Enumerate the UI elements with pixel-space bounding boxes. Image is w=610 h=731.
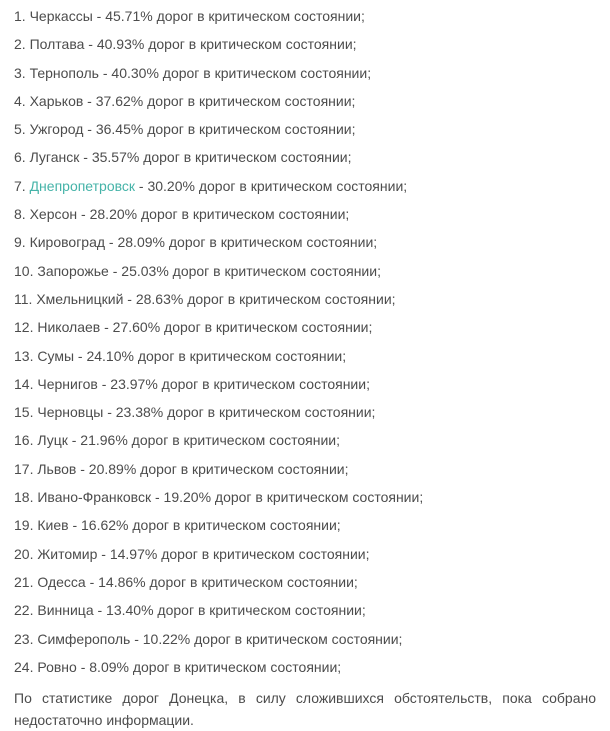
item-number: 13. [14,347,38,364]
city-name: Симферополь [37,630,131,647]
item-stat-text: - 21.96% дорог в критическом состоянии; [67,432,340,449]
city-name: Запорожье [37,262,109,279]
item-number: 1. [14,8,30,24]
list-item [14,517,596,534]
item-stat-text: - 25.03% дорог в критическом состоянии; [108,262,381,279]
list-item [14,659,596,676]
item-stat-text: - 24.10% дорог в критическом состоянии; [74,347,347,364]
item-number: 16. [14,432,38,449]
list-item [14,489,596,506]
list-item [14,65,596,82]
item-number: 19. [14,517,38,534]
item-stat-text: - 20.89% дорог в критическом состоянии; [76,460,349,477]
list-item [14,602,596,619]
item-stat-text: - 28.63% дорог в критическом состоянии; [123,290,396,307]
item-stat-text: - 37.62% дорог в критическом состоянии; [83,92,356,109]
item-number: 9. [14,234,30,251]
list-item [14,206,596,223]
item-stat-text: - 10.22% дорог в критическом состоянии; [130,630,403,647]
item-number: 20. [14,545,38,562]
item-stat-text: - 40.30% дорог в критическом состоянии; [98,64,372,81]
item-stat-text: - 8.09% дорог в критическом состоянии; [76,658,342,675]
list-item [14,234,596,251]
list-item [14,36,596,53]
item-stat-text: - 27.60% дорог в критическом состоянии; [100,319,373,336]
item-number: 10. [14,262,38,279]
item-stat-text: - 19.20% дорог в критическом состоянии; [151,489,424,506]
city-name: Львов [37,460,77,477]
list-item [14,93,596,110]
item-stat-text: - 23.97% дорог в критическом состоянии; [97,375,370,392]
city-name: Чернигов [37,375,98,392]
list-item [14,546,596,563]
item-number: 17. [14,460,38,477]
list-item [14,291,596,308]
item-stat-text: - 14.97% дорог в критическом состоянии; [97,545,370,562]
item-stat-text: - 30.20% дорог в критическом состоянии; [135,177,408,194]
city-name: Винница [37,602,94,619]
list-item [14,319,596,336]
city-name: Херсон [29,206,78,223]
city-name: Ужгород [29,121,84,138]
city-name: Житомир [37,545,98,562]
item-number: 3. [14,64,30,81]
item-stat-text: - 36.45% дорог в критическом состоянии; [83,121,356,138]
list-item [14,8,596,25]
list-item [14,432,596,449]
item-number: 21. [14,573,38,590]
list-item [14,149,596,166]
item-number: 6. [14,149,30,166]
item-stat-text: - 28.09% дорог в критическом состоянии; [105,234,378,251]
item-number: 7. [14,177,30,194]
item-number: 11. [14,290,37,307]
item-number: 14. [14,375,38,392]
item-number: 2. [14,36,30,53]
item-stat-text: - 14.86% дорог в критическом состоянии; [85,573,358,590]
item-number: 24. [14,658,38,675]
item-number: 23. [14,630,38,647]
item-stat-text: - 23.38% дорог в критическом состоянии; [103,404,376,421]
city-name: Луганск [29,149,80,166]
roads-list [14,8,596,676]
city-link[interactable]: Днепропетровск [29,177,136,194]
item-number: 18. [14,489,38,506]
item-stat-text: - 28.20% дорог в критическом состоянии; [77,206,350,223]
item-number: 22. [14,602,38,619]
item-number: 8. [14,206,30,223]
city-name: Полтава [29,36,85,53]
city-name: Черкассы [29,8,93,24]
city-name: Ивано-Франковск [37,489,152,506]
item-number: 5. [14,121,30,138]
footer-note: По статистике дорог Донецка, в силу сложившихся обстоятельств, пока собрано недостаточно информации. [14,690,596,729]
city-name: Тернополь [29,64,99,81]
city-name: Николаев [37,319,101,336]
city-name: Ровно [37,658,77,675]
list-item [14,348,596,365]
item-stat-text: - 40.93% дорог в критическом состоянии; [84,36,357,53]
city-name: Хмельницкий [36,290,124,307]
city-name: Черновцы [37,404,104,421]
item-stat-text: - 13.40% дорог в критическом состоянии; [93,602,366,619]
list-item [14,263,596,280]
item-stat-text: - 35.57% дорог в критическом состоянии; [79,149,352,166]
city-name: Луцк [37,432,68,449]
city-name: Харьков [29,92,84,109]
item-stat-text: - 45.71% дорог в критическом состоянии; [92,8,365,24]
list-item [14,376,596,393]
list-item [14,461,596,478]
list-item [14,631,596,648]
city-name: Одесса [37,573,86,590]
item-number: 4. [14,92,30,109]
city-name: Кировоград [29,234,106,251]
list-item [14,574,596,591]
list-item [14,121,596,138]
list-item [14,404,596,421]
city-name: Киев [37,517,69,534]
item-stat-text: - 16.62% дорог в критическом состоянии; [68,517,341,534]
city-name: Сумы [37,347,74,364]
item-number: 12. [14,319,38,336]
item-number: 15. [14,404,38,421]
list-item [14,178,596,195]
